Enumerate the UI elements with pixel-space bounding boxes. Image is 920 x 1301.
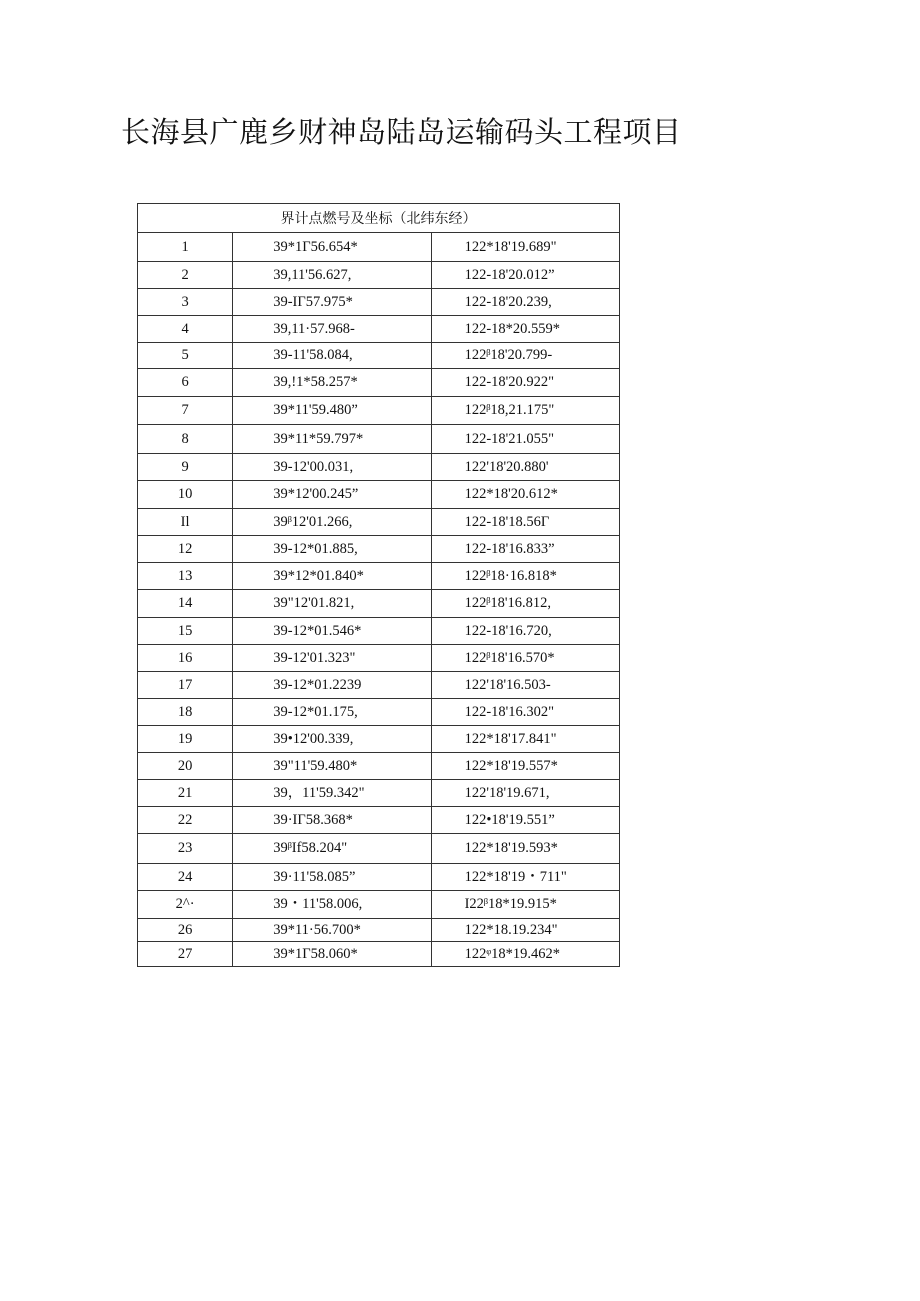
longitude-cell: 122*18'19.593* [431, 834, 619, 864]
longitude-cell: 122ᵝ18'16.570* [431, 645, 619, 672]
latitude-cell: 39,11'56.627, [233, 262, 431, 289]
latitude-cell: 39"11'59.480* [233, 753, 431, 780]
point-number: 9 [138, 454, 233, 481]
latitude-cell: 39,!1*58.257* [233, 369, 431, 397]
table-row [138, 289, 620, 316]
point-number: 14 [138, 590, 233, 618]
longitude-cell: 122-18'21.055" [431, 425, 619, 454]
table-row [138, 454, 620, 481]
table-row [138, 509, 620, 536]
longitude-cell: 122*18'19・711" [431, 864, 619, 891]
table-row [138, 563, 620, 590]
table-row [138, 343, 620, 369]
latitude-cell: 39*1Γ56.654* [233, 233, 431, 262]
longitude-cell: 122*18'19.689" [431, 233, 619, 262]
longitude-cell: 122-18'16.833” [431, 536, 619, 563]
table-row [138, 726, 620, 753]
latitude-cell: 39·11'58.085” [233, 864, 431, 891]
table-row [138, 481, 620, 509]
table-row [138, 425, 620, 454]
point-number: Il [138, 509, 233, 536]
longitude-cell: I22ᵝ18*19.915* [431, 891, 619, 919]
table-row [138, 753, 620, 780]
table-row [138, 919, 620, 942]
latitude-cell: 39*11'59.480” [233, 397, 431, 425]
point-number: 26 [138, 919, 233, 942]
longitude-cell: 122'18'16.503- [431, 672, 619, 699]
latitude-cell: 39ᵝIf58.204" [233, 834, 431, 864]
longitude-cell: 122•18'19.551” [431, 807, 619, 834]
table-row [138, 590, 620, 618]
latitude-cell: 39*11·56.700* [233, 919, 431, 942]
longitude-cell: 122'18'20.880' [431, 454, 619, 481]
longitude-cell: 122ᵝ18'16.812, [431, 590, 619, 618]
latitude-cell: 39,11·57.968- [233, 316, 431, 343]
longitude-cell: 122-18'16.302" [431, 699, 619, 726]
point-number: 7 [138, 397, 233, 425]
point-number: 24 [138, 864, 233, 891]
table-row [138, 233, 620, 262]
table-row [138, 942, 620, 967]
point-number: 2 [138, 262, 233, 289]
longitude-cell: 122*18'19.557* [431, 753, 619, 780]
latitude-cell: 39•12'00.339, [233, 726, 431, 753]
latitude-cell: 39-12*01.2239 [233, 672, 431, 699]
table-row [138, 699, 620, 726]
longitude-cell: 122-18'20.012” [431, 262, 619, 289]
point-number: 10 [138, 481, 233, 509]
point-number: 1 [138, 233, 233, 262]
longitude-cell: 122ᵝ18,21.175" [431, 397, 619, 425]
latitude-cell: 39-12*01.546* [233, 618, 431, 645]
latitude-cell: 39-12*01.175, [233, 699, 431, 726]
latitude-cell: 39ᵝ12'01.266, [233, 509, 431, 536]
point-number: 15 [138, 618, 233, 645]
table-row [138, 645, 620, 672]
point-number: 18 [138, 699, 233, 726]
table-row [138, 536, 620, 563]
table-body [138, 233, 620, 967]
table-row [138, 316, 620, 343]
point-number: 6 [138, 369, 233, 397]
coordinate-table [137, 203, 620, 967]
latitude-cell: 39-11'58.084, [233, 343, 431, 369]
table-row [138, 397, 620, 425]
point-number: 21 [138, 780, 233, 807]
latitude-cell: 39-12'01.323" [233, 645, 431, 672]
longitude-cell: 122-18'20.239, [431, 289, 619, 316]
longitude-cell: 122ᵠ18*19.462* [431, 942, 619, 967]
latitude-cell: 39"12'01.821, [233, 590, 431, 618]
point-number: 4 [138, 316, 233, 343]
latitude-cell: 39-IΓ57.975* [233, 289, 431, 316]
longitude-cell: 122'18'19.671, [431, 780, 619, 807]
latitude-cell: 39-12'00.031, [233, 454, 431, 481]
latitude-cell: 39*12*01.840* [233, 563, 431, 590]
latitude-cell: 39·IΓ58.368* [233, 807, 431, 834]
point-number: 17 [138, 672, 233, 699]
point-number: 13 [138, 563, 233, 590]
latitude-cell: 39*12'00.245” [233, 481, 431, 509]
table-row [138, 262, 620, 289]
table-row [138, 864, 620, 891]
longitude-cell: 122*18.19.234" [431, 919, 619, 942]
table-row [138, 672, 620, 699]
longitude-cell: 122-18'16.720, [431, 618, 619, 645]
longitude-cell: 122-18*20.559* [431, 316, 619, 343]
point-number: 8 [138, 425, 233, 454]
longitude-cell: 122*18'17.841" [431, 726, 619, 753]
longitude-cell: 122-18'20.922" [431, 369, 619, 397]
latitude-cell: 39，11'59.342" [233, 780, 431, 807]
longitude-cell: 122ᵝ18'20.799- [431, 343, 619, 369]
table-row [138, 618, 620, 645]
point-number: 2^· [138, 891, 233, 919]
table-header: 界计点燃号及坐标（北纬东经） [138, 204, 620, 233]
longitude-cell: 122*18'20.612* [431, 481, 619, 509]
latitude-cell: 39*11*59.797* [233, 425, 431, 454]
point-number: 5 [138, 343, 233, 369]
point-number: 20 [138, 753, 233, 780]
point-number: 3 [138, 289, 233, 316]
table-row [138, 834, 620, 864]
latitude-cell: 39・11'58.006, [233, 891, 431, 919]
point-number: 23 [138, 834, 233, 864]
document-title: 长海县广鹿乡财神岛陆岛运输码头工程项目 [121, 115, 682, 149]
latitude-cell: 39*1Γ58.060* [233, 942, 431, 967]
table-header-row [138, 204, 620, 233]
table-row [138, 891, 620, 919]
point-number: 12 [138, 536, 233, 563]
longitude-cell: 122-18'18.56Γ [431, 509, 619, 536]
point-number: 27 [138, 942, 233, 967]
table-row [138, 369, 620, 397]
table-row [138, 807, 620, 834]
point-number: 22 [138, 807, 233, 834]
table-row [138, 780, 620, 807]
longitude-cell: 122ᵝ18·16.818* [431, 563, 619, 590]
point-number: 16 [138, 645, 233, 672]
point-number: 19 [138, 726, 233, 753]
latitude-cell: 39-12*01.885, [233, 536, 431, 563]
